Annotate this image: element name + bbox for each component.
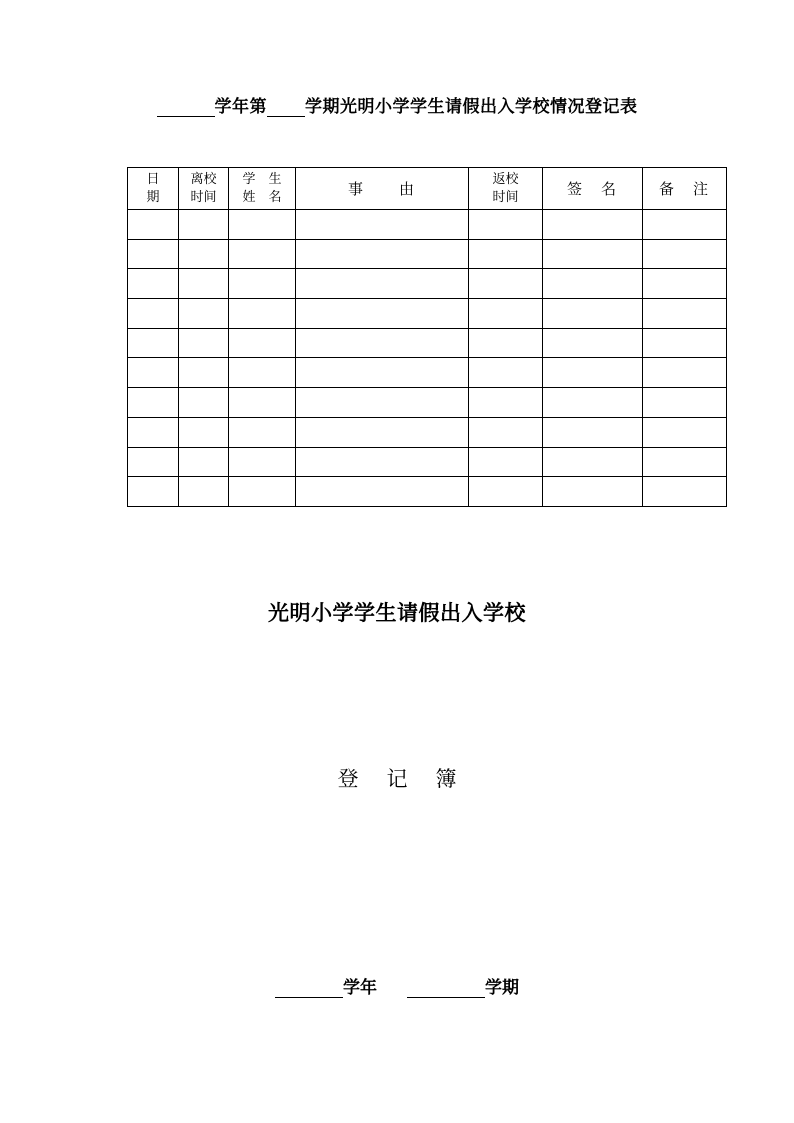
header-remarks: 备 注: [643, 168, 727, 210]
cover-subtitle: [0, 763, 794, 793]
table-cell: [296, 388, 469, 418]
table-cell: [229, 417, 296, 447]
table-row: [128, 239, 727, 269]
table-cell: [296, 358, 469, 388]
table-cell: [643, 388, 727, 418]
cover-title: 光明小学学生请假出入学校: [268, 600, 526, 625]
table-row: [128, 269, 727, 299]
table-cell: [296, 269, 469, 299]
cover-term-line: [0, 973, 794, 998]
table-cell: [179, 269, 229, 299]
table-cell: [179, 477, 229, 507]
table-cell: [543, 358, 643, 388]
table-cell: [543, 328, 643, 358]
table-cell: [543, 299, 643, 329]
header-return-time: 返校 时间: [469, 168, 543, 210]
table-cell: [179, 447, 229, 477]
header-student-name: 学 生 姓 名: [229, 168, 296, 210]
cover-subtitle-char: 登: [337, 767, 359, 791]
year-blank: [275, 981, 343, 998]
table-cell: [229, 447, 296, 477]
table-cell: [229, 388, 296, 418]
table-cell: [469, 477, 543, 507]
table-cell: [643, 269, 727, 299]
table-cell: [469, 417, 543, 447]
header-date: 日 期: [128, 168, 179, 210]
term-label: 学期: [485, 978, 519, 998]
table-cell: [128, 358, 179, 388]
table-row: [128, 447, 727, 477]
table-cell: [179, 328, 229, 358]
table-cell: [179, 239, 229, 269]
table-cell: [229, 239, 296, 269]
table-cell: [643, 417, 727, 447]
table-cell: [229, 269, 296, 299]
table-cell: [469, 328, 543, 358]
table-row: [128, 328, 727, 358]
table-cell: [543, 388, 643, 418]
table-row: [128, 358, 727, 388]
table-cell: [296, 417, 469, 447]
year-label: 学年: [343, 978, 377, 998]
table-cell: [643, 328, 727, 358]
table-cell: [128, 328, 179, 358]
table-cell: [643, 447, 727, 477]
table-cell: [469, 239, 543, 269]
school-year-blank: [157, 100, 215, 117]
table-cell: [643, 358, 727, 388]
table-cell: [469, 210, 543, 240]
table-cell: [543, 239, 643, 269]
table-cell: [643, 210, 727, 240]
table-cell: [643, 239, 727, 269]
leave-registration-table: [127, 167, 727, 507]
table-header-row: [128, 168, 727, 210]
table-row: [128, 388, 727, 418]
table-cell: [469, 269, 543, 299]
table-cell: [229, 210, 296, 240]
table-cell: [128, 447, 179, 477]
table-cell: [128, 269, 179, 299]
table-row: [128, 477, 727, 507]
table-cell: [179, 358, 229, 388]
table-cell: [296, 328, 469, 358]
table-cell: [128, 388, 179, 418]
title-part-2: 学期光明小学学生请假出入学校情况登记表: [305, 97, 638, 117]
header-signature: 签 名: [543, 168, 643, 210]
table-cell: [296, 239, 469, 269]
table-cell: [128, 239, 179, 269]
table-cell: [296, 447, 469, 477]
cover-subtitle-char: 记: [386, 767, 408, 791]
table-cell: [128, 477, 179, 507]
table-cell: [179, 299, 229, 329]
table-cell: [469, 299, 543, 329]
table-row: [128, 417, 727, 447]
table-cell: [128, 417, 179, 447]
header-reason: 事 由: [296, 168, 469, 210]
table-cell: [543, 269, 643, 299]
table-cell: [179, 417, 229, 447]
table-cell: [229, 477, 296, 507]
table-cell: [229, 299, 296, 329]
table-cell: [469, 388, 543, 418]
table-cell: [296, 477, 469, 507]
header-leave-time: 离校 时间: [179, 168, 229, 210]
registration-sheet-title: [0, 92, 794, 117]
table-cell: [229, 328, 296, 358]
term-blank: [267, 100, 305, 117]
cover-subtitle-char: 簿: [435, 767, 457, 791]
table-row: [128, 299, 727, 329]
table-cell: [543, 210, 643, 240]
title-part-1: 学年第: [214, 97, 267, 117]
table-cell: [543, 447, 643, 477]
table-cell: [128, 210, 179, 240]
table-cell: [543, 417, 643, 447]
table-cell: [179, 210, 229, 240]
table-cell: [229, 358, 296, 388]
table-cell: [296, 210, 469, 240]
term-blank-cover: [407, 981, 485, 998]
table-row: [128, 210, 727, 240]
table-cell: [643, 299, 727, 329]
table-cell: [469, 358, 543, 388]
table-cell: [296, 299, 469, 329]
table-cell: [643, 477, 727, 507]
table-cell: [543, 477, 643, 507]
table-cell: [469, 447, 543, 477]
table-cell: [128, 299, 179, 329]
table-cell: [179, 388, 229, 418]
